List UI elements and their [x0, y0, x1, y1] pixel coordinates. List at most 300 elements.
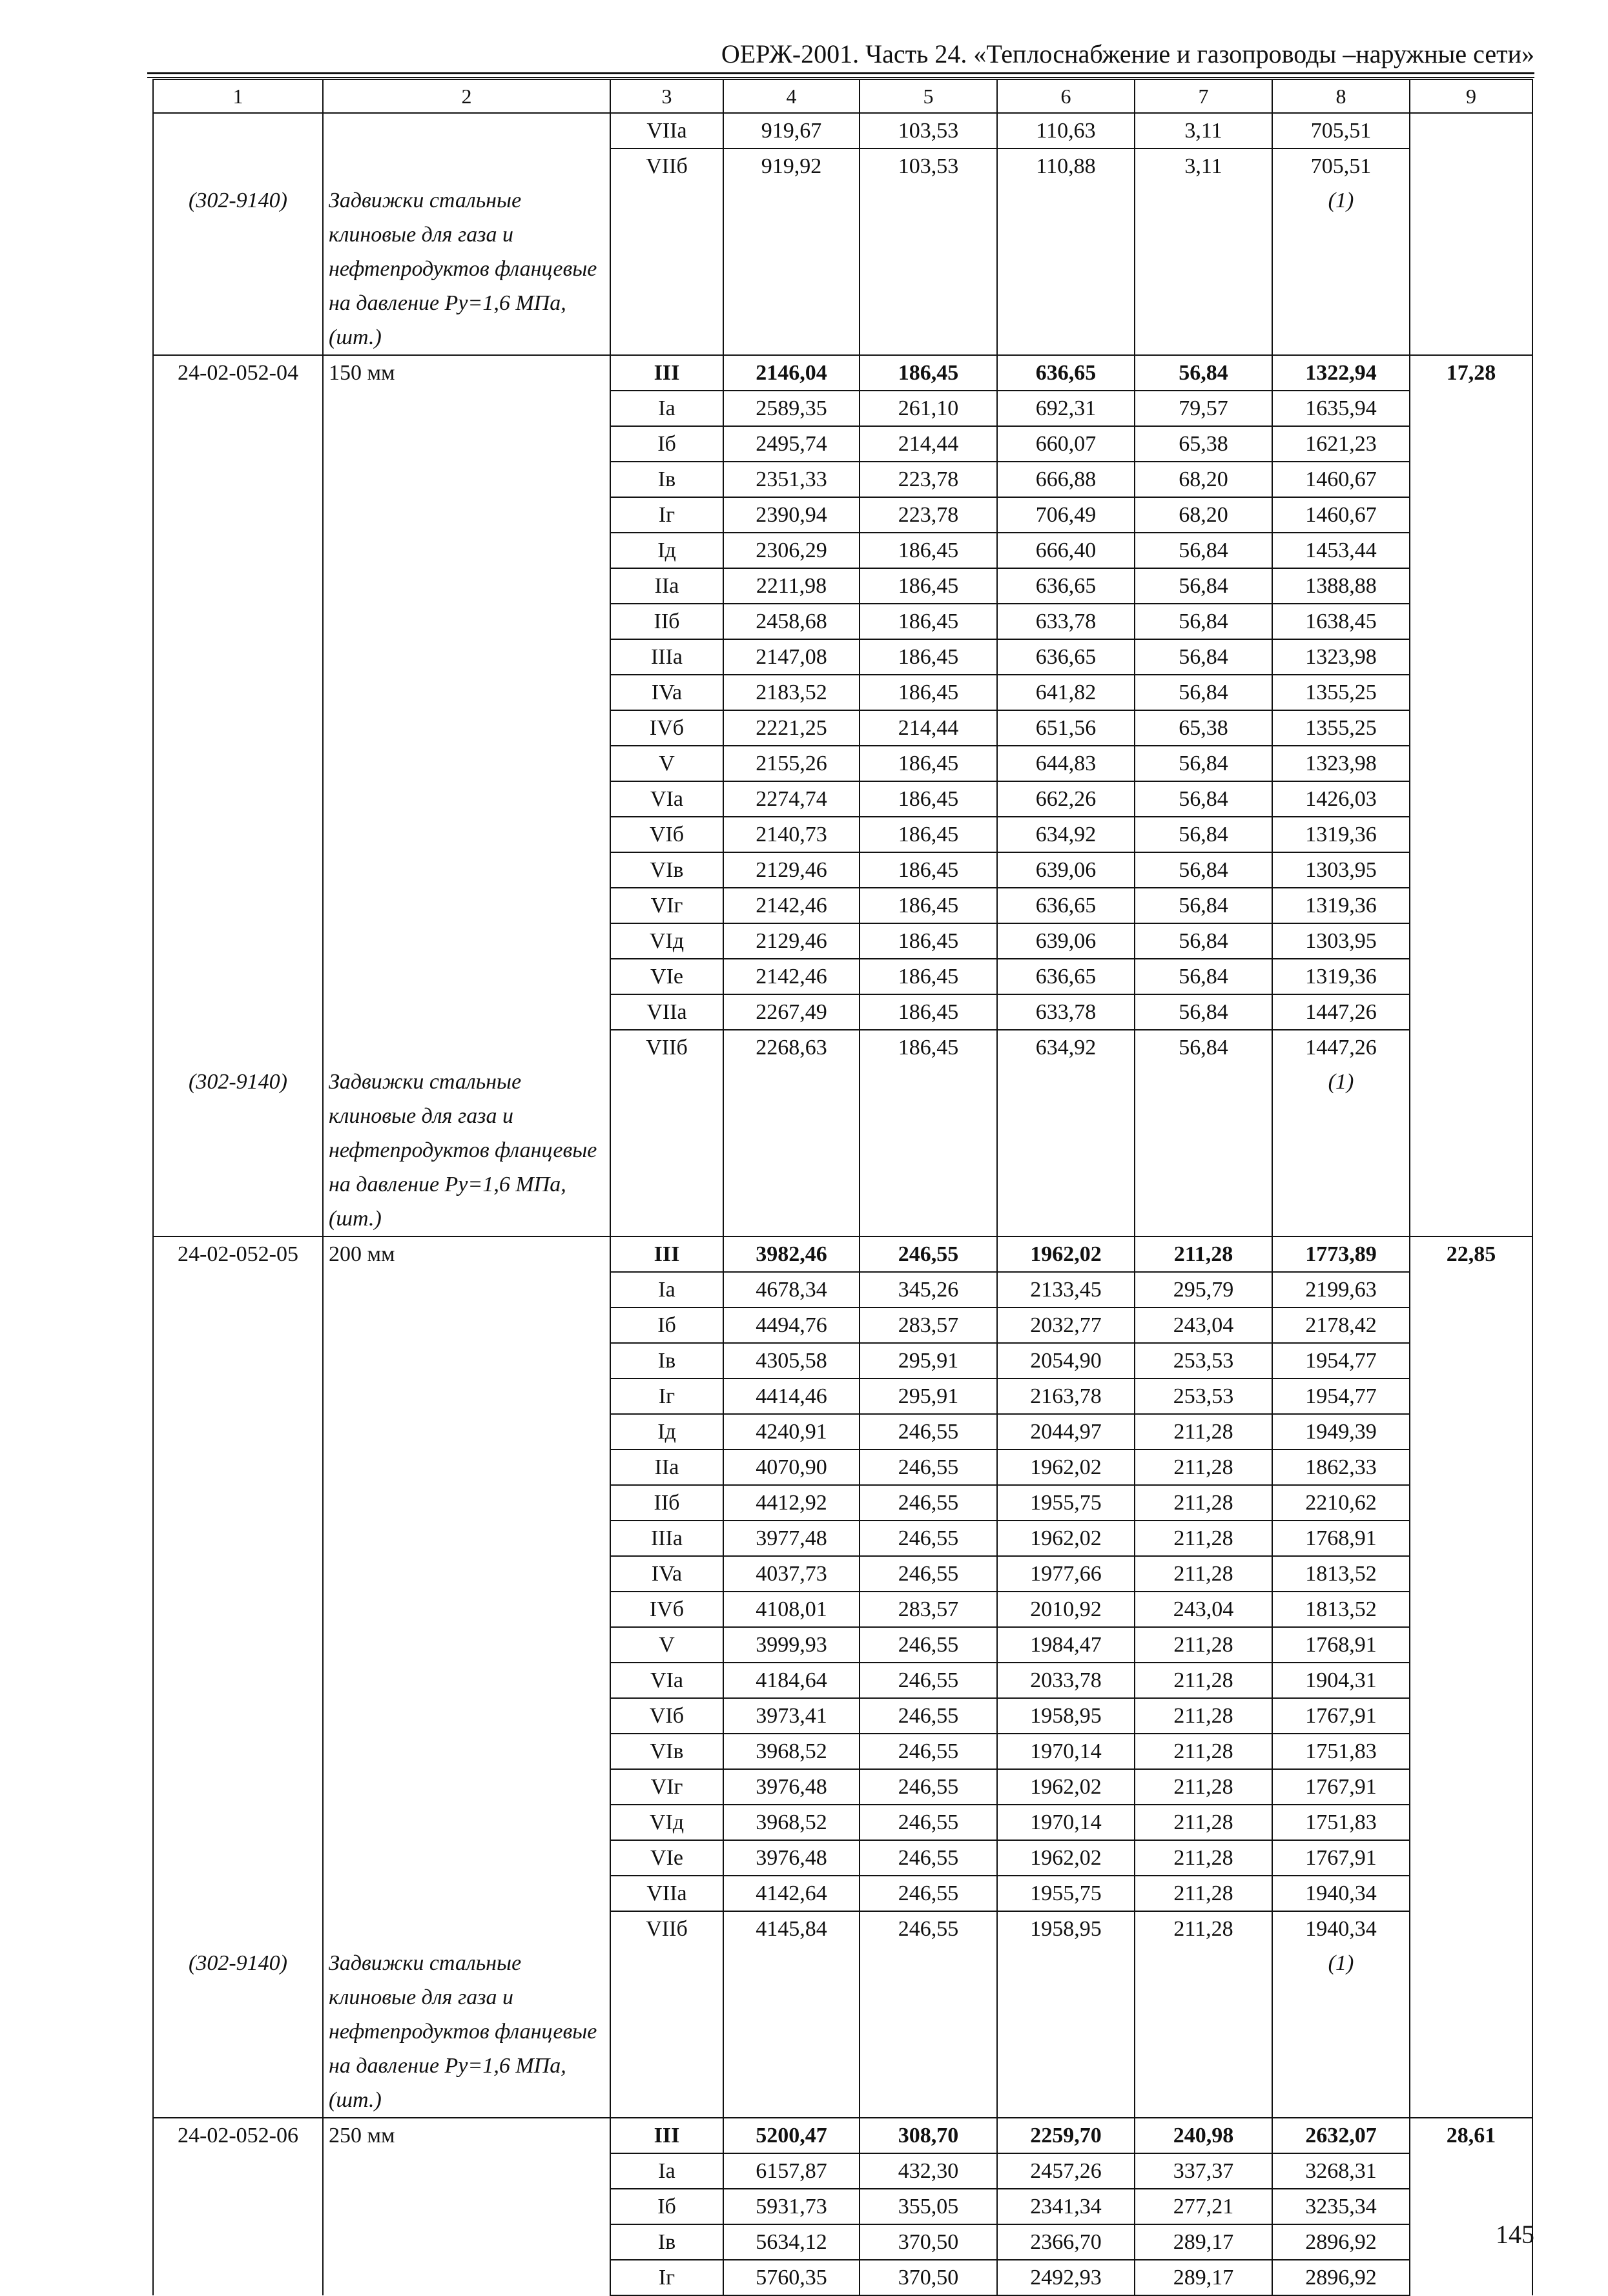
value-col6: 2033,78 — [997, 1663, 1135, 1698]
value-col4: 6157,87 — [723, 2153, 860, 2189]
value-col4: 2390,94 — [723, 497, 860, 533]
value-col7: 56,84 — [1135, 852, 1272, 888]
value-col4: 2129,46 — [723, 923, 860, 959]
region-cell: IVб — [610, 1592, 723, 1627]
value-col5: 283,57 — [860, 1307, 997, 1343]
value-col7: 56,84 — [1135, 888, 1272, 923]
empty-cell — [997, 1946, 1135, 2118]
value-col6: 666,88 — [997, 462, 1135, 497]
value-col8: 1751,83 — [1272, 1805, 1410, 1840]
empty-cell — [153, 113, 323, 183]
header-rule — [147, 72, 1534, 74]
value-col4: 4494,76 — [723, 1307, 860, 1343]
region-cell: VIIб — [610, 1030, 723, 1065]
region-cell: Iб — [610, 2189, 723, 2224]
value-col8: 1319,36 — [1272, 817, 1410, 852]
value-col7: 289,17 — [1135, 2224, 1272, 2260]
value-col7: 211,28 — [1135, 1911, 1272, 1946]
value-col7: 56,84 — [1135, 959, 1272, 994]
value-col4: 5931,73 — [723, 2189, 860, 2224]
value-col4: 4678,34 — [723, 1272, 860, 1307]
value-col7: 211,28 — [1135, 1414, 1272, 1450]
value-col4: 5200,47 — [723, 2118, 860, 2153]
value-col6: 633,78 — [997, 994, 1135, 1030]
value-col7: 56,84 — [1135, 994, 1272, 1030]
value-col7: 3,11 — [1135, 149, 1272, 183]
value-col4: 2142,46 — [723, 888, 860, 923]
column-number: 7 — [1135, 79, 1272, 113]
value-col8: 1460,67 — [1272, 462, 1410, 497]
value-col8: 1768,91 — [1272, 1521, 1410, 1556]
value-col5: 103,53 — [860, 113, 997, 149]
material-description: Задвижки стальные клиновые для газа и нефтепродуктов фланцевые на давление Ру=1,6 МПа, (шт.) — [323, 1946, 610, 2118]
value-col4: 4145,84 — [723, 1911, 860, 1946]
region-cell: Iг — [610, 2260, 723, 2295]
value-col7: 211,28 — [1135, 1840, 1272, 1876]
region-cell: VIIa — [610, 1876, 723, 1911]
value-col7: 211,28 — [1135, 1556, 1272, 1592]
value-col8: 1303,95 — [1272, 923, 1410, 959]
table-row — [153, 113, 1532, 149]
value-col8: 1862,33 — [1272, 1450, 1410, 1485]
value-col5: 246,55 — [860, 1698, 997, 1734]
value-col5: 246,55 — [860, 1734, 997, 1769]
value-col8: 1813,52 — [1272, 1556, 1410, 1592]
value-col7: 211,28 — [1135, 1521, 1272, 1556]
value-col6: 1984,47 — [997, 1627, 1135, 1663]
region-cell: Iб — [610, 426, 723, 462]
value-col7: 211,28 — [1135, 1663, 1272, 1698]
value-col6: 2492,93 — [997, 2260, 1135, 2295]
column-number: 2 — [323, 79, 610, 113]
value-col6: 651,56 — [997, 710, 1135, 746]
value-col6: 2457,26 — [997, 2153, 1135, 2189]
value-col5: 186,45 — [860, 888, 997, 923]
value-col5: 246,55 — [860, 1236, 997, 1272]
value-col5: 223,78 — [860, 462, 997, 497]
region-cell: VIe — [610, 959, 723, 994]
value-col7: 56,84 — [1135, 533, 1272, 568]
value-col4: 3968,52 — [723, 1734, 860, 1769]
value-col7: 243,04 — [1135, 1307, 1272, 1343]
value-col8: 705,51 — [1272, 149, 1410, 183]
value-col8: 2632,07 — [1272, 2118, 1410, 2153]
value-col7: 211,28 — [1135, 1876, 1272, 1911]
value-col6: 634,92 — [997, 1030, 1135, 1065]
value-col6: 2366,70 — [997, 2224, 1135, 2260]
column-number: 8 — [1272, 79, 1410, 113]
value-col6: 2044,97 — [997, 1414, 1135, 1450]
page-header-title: ОЕРЖ-2001. Часть 24. «Теплоснабжение и газопроводы –наружные сети» — [721, 39, 1534, 68]
empty-cell — [610, 183, 723, 355]
value-col8: 1319,36 — [1272, 888, 1410, 923]
value-col8: 1954,77 — [1272, 1343, 1410, 1379]
value-col7: 56,84 — [1135, 923, 1272, 959]
value-col4: 3982,46 — [723, 1236, 860, 1272]
value-col5: 186,45 — [860, 746, 997, 781]
value-col4: 3977,48 — [723, 1521, 860, 1556]
value-col4: 919,67 — [723, 113, 860, 149]
value-col4: 2351,33 — [723, 462, 860, 497]
region-cell: Ia — [610, 2153, 723, 2189]
value-col5: 223,78 — [860, 497, 997, 533]
value-col8: 1447,26 — [1272, 1030, 1410, 1065]
value-col7: 65,38 — [1135, 426, 1272, 462]
value-col5: 214,44 — [860, 426, 997, 462]
region-cell: VIд — [610, 1805, 723, 1840]
value-col8: 1949,39 — [1272, 1414, 1410, 1450]
value-col8: 1638,45 — [1272, 604, 1410, 639]
empty-cell — [723, 1946, 860, 2118]
value-col4: 919,92 — [723, 149, 860, 183]
value-col7: 3,11 — [1135, 113, 1272, 149]
value-col4: 2211,98 — [723, 568, 860, 604]
value-col7: 211,28 — [1135, 1485, 1272, 1521]
value-col5: 246,55 — [860, 1663, 997, 1698]
value-col8: 1768,91 — [1272, 1627, 1410, 1663]
value-col8: 1460,67 — [1272, 497, 1410, 533]
value-col6: 1977,66 — [997, 1556, 1135, 1592]
value-col5: 186,45 — [860, 852, 997, 888]
value-col4: 2458,68 — [723, 604, 860, 639]
value-col4: 3976,48 — [723, 1840, 860, 1876]
region-cell: VIa — [610, 1663, 723, 1698]
value-col5: 186,45 — [860, 568, 997, 604]
value-col4: 3973,41 — [723, 1698, 860, 1734]
column-number: 5 — [860, 79, 997, 113]
value-col5: 186,45 — [860, 781, 997, 817]
value-col7: 211,28 — [1135, 1734, 1272, 1769]
value-col5: 355,05 — [860, 2189, 997, 2224]
region-cell: III — [610, 355, 723, 391]
value-col5: 246,55 — [860, 1414, 997, 1450]
value-col7: 68,20 — [1135, 462, 1272, 497]
region-cell: IIa — [610, 1450, 723, 1485]
region-cell: Iв — [610, 1343, 723, 1379]
empty-cell — [723, 183, 860, 355]
region-cell: Iд — [610, 1414, 723, 1450]
value-col8: 1319,36 — [1272, 959, 1410, 994]
region-cell: IVб — [610, 710, 723, 746]
value-col6: 1962,02 — [997, 1840, 1135, 1876]
region-cell: VIIa — [610, 113, 723, 149]
value-col8: 1767,91 — [1272, 1769, 1410, 1805]
value-col4: 4412,92 — [723, 1485, 860, 1521]
value-col6: 641,82 — [997, 675, 1135, 710]
value-col8: 1323,98 — [1272, 639, 1410, 675]
value-col6: 2259,70 — [997, 2118, 1135, 2153]
value-col6: 706,49 — [997, 497, 1135, 533]
value-col6: 633,78 — [997, 604, 1135, 639]
empty-cell — [1135, 1065, 1272, 1236]
value-col7: 211,28 — [1135, 1627, 1272, 1663]
value-col7: 56,84 — [1135, 639, 1272, 675]
value-col4: 2155,26 — [723, 746, 860, 781]
value-col7: 253,53 — [1135, 1343, 1272, 1379]
value-col8: 2199,63 — [1272, 1272, 1410, 1307]
value-col7: 289,17 — [1135, 2260, 1272, 2295]
value-col6: 1962,02 — [997, 1236, 1135, 1272]
value-col4: 2267,49 — [723, 994, 860, 1030]
page-number: 145 — [1496, 2220, 1534, 2249]
material-code: (302-9140) — [153, 1946, 323, 2118]
value-col6: 660,07 — [997, 426, 1135, 462]
region-cell: VIIa — [610, 994, 723, 1030]
section-col9: 17,28 — [1410, 355, 1532, 1236]
value-col4: 5760,35 — [723, 2260, 860, 2295]
section-name: 150 мм — [323, 355, 610, 1065]
region-cell: IIIa — [610, 639, 723, 675]
value-col8: 2896,92 — [1272, 2260, 1410, 2295]
value-col8: 3268,31 — [1272, 2153, 1410, 2189]
material-code: (302-9140) — [153, 183, 323, 355]
region-cell: IIб — [610, 1485, 723, 1521]
value-col4: 3976,48 — [723, 1769, 860, 1805]
section-code: 24-02-052-06 — [153, 2118, 323, 2295]
value-col5: 186,45 — [860, 639, 997, 675]
empty-cell — [610, 1065, 723, 1236]
value-col7: 56,84 — [1135, 781, 1272, 817]
region-cell: Iв — [610, 2224, 723, 2260]
value-col6: 639,06 — [997, 923, 1135, 959]
value-col7: 295,79 — [1135, 1272, 1272, 1307]
value-col5: 246,55 — [860, 1805, 997, 1840]
region-cell: VIв — [610, 1734, 723, 1769]
value-col8: 1621,23 — [1272, 426, 1410, 462]
value-col7: 211,28 — [1135, 1450, 1272, 1485]
value-col8: 2896,92 — [1272, 2224, 1410, 2260]
empty-cell — [860, 1065, 997, 1236]
value-col6: 636,65 — [997, 959, 1135, 994]
value-col5: 246,55 — [860, 1450, 997, 1485]
region-cell: IIб — [610, 604, 723, 639]
value-col5: 345,26 — [860, 1272, 997, 1307]
table-row-main — [153, 1236, 1532, 1272]
value-col5: 308,70 — [860, 2118, 997, 2153]
value-col7: 240,98 — [1135, 2118, 1272, 2153]
price-table — [152, 79, 1533, 2296]
value-col6: 1958,95 — [997, 1911, 1135, 1946]
value-col8: 1388,88 — [1272, 568, 1410, 604]
value-col5: 246,55 — [860, 1627, 997, 1663]
value-col4: 4414,46 — [723, 1379, 860, 1414]
region-cell: VIг — [610, 1769, 723, 1805]
value-col8: 2178,42 — [1272, 1307, 1410, 1343]
value-col6: 110,88 — [997, 149, 1135, 183]
section-code: 24-02-052-05 — [153, 1236, 323, 1946]
region-cell: Iд — [610, 533, 723, 568]
value-col4: 4184,64 — [723, 1663, 860, 1698]
value-col5: 186,45 — [860, 1030, 997, 1065]
value-col5: 432,30 — [860, 2153, 997, 2189]
value-col6: 636,65 — [997, 355, 1135, 391]
value-col5: 186,45 — [860, 675, 997, 710]
material-quantity: (1) — [1272, 183, 1410, 355]
empty-cell — [997, 183, 1135, 355]
value-col6: 1962,02 — [997, 1450, 1135, 1485]
value-col4: 3999,93 — [723, 1627, 860, 1663]
value-col5: 246,55 — [860, 1911, 997, 1946]
value-col6: 2133,45 — [997, 1272, 1135, 1307]
value-col7: 56,84 — [1135, 1030, 1272, 1065]
empty-cell — [1135, 1946, 1272, 2118]
value-col7: 211,28 — [1135, 1698, 1272, 1734]
value-col6: 2163,78 — [997, 1379, 1135, 1414]
value-col5: 246,55 — [860, 1521, 997, 1556]
value-col8: 1635,94 — [1272, 391, 1410, 426]
region-cell: VIe — [610, 1840, 723, 1876]
value-col7: 253,53 — [1135, 1379, 1272, 1414]
material-description: Задвижки стальные клиновые для газа и нефтепродуктов фланцевые на давление Ру=1,6 МПа, (шт.) — [323, 183, 610, 355]
region-cell: VIб — [610, 817, 723, 852]
value-col5: 246,55 — [860, 1485, 997, 1521]
value-col7: 211,28 — [1135, 1769, 1272, 1805]
value-col8: 1940,34 — [1272, 1911, 1410, 1946]
value-col4: 2183,52 — [723, 675, 860, 710]
value-col4: 2306,29 — [723, 533, 860, 568]
value-col5: 295,91 — [860, 1379, 997, 1414]
region-cell: III — [610, 2118, 723, 2153]
value-col6: 1955,75 — [997, 1485, 1135, 1521]
region-cell: VIIб — [610, 149, 723, 183]
region-cell: V — [610, 746, 723, 781]
region-cell: VIa — [610, 781, 723, 817]
value-col6: 636,65 — [997, 888, 1135, 923]
value-col4: 2268,63 — [723, 1030, 860, 1065]
value-col4: 4142,64 — [723, 1876, 860, 1911]
value-col5: 246,55 — [860, 1556, 997, 1592]
value-col4: 2142,46 — [723, 959, 860, 994]
column-number: 3 — [610, 79, 723, 113]
region-cell: VIб — [610, 1698, 723, 1734]
value-col6: 1970,14 — [997, 1805, 1135, 1840]
value-col8: 1773,89 — [1272, 1236, 1410, 1272]
value-col6: 1958,95 — [997, 1698, 1135, 1734]
value-col6: 1970,14 — [997, 1734, 1135, 1769]
value-col7: 56,84 — [1135, 568, 1272, 604]
table-row-main — [153, 355, 1532, 391]
value-col8: 1426,03 — [1272, 781, 1410, 817]
value-col5: 246,55 — [860, 1769, 997, 1805]
region-cell: Iв — [610, 462, 723, 497]
value-col4: 4240,91 — [723, 1414, 860, 1450]
region-cell: Iг — [610, 1379, 723, 1414]
value-col4: 4305,58 — [723, 1343, 860, 1379]
value-col7: 68,20 — [1135, 497, 1272, 533]
header-rule-thin — [147, 77, 1534, 78]
value-col4: 2129,46 — [723, 852, 860, 888]
region-cell: V — [610, 1627, 723, 1663]
column-number-row — [153, 79, 1532, 113]
value-col8: 2210,62 — [1272, 1485, 1410, 1521]
value-col7: 211,28 — [1135, 1805, 1272, 1840]
value-col6: 644,83 — [997, 746, 1135, 781]
value-col7: 56,84 — [1135, 675, 1272, 710]
column-number: 9 — [1410, 79, 1532, 113]
value-col5: 186,45 — [860, 994, 997, 1030]
value-col8: 1767,91 — [1272, 1698, 1410, 1734]
value-col5: 186,45 — [860, 533, 997, 568]
empty-cell — [610, 1946, 723, 2118]
value-col4: 2221,25 — [723, 710, 860, 746]
value-col7: 243,04 — [1135, 1592, 1272, 1627]
region-cell: VIв — [610, 852, 723, 888]
empty-cell — [323, 113, 610, 183]
value-col5: 283,57 — [860, 1592, 997, 1627]
value-col7: 65,38 — [1135, 710, 1272, 746]
value-col4: 2140,73 — [723, 817, 860, 852]
value-col6: 1955,75 — [997, 1876, 1135, 1911]
value-col7: 56,84 — [1135, 355, 1272, 391]
value-col6: 639,06 — [997, 852, 1135, 888]
value-col8: 1447,26 — [1272, 994, 1410, 1030]
value-col8: 1904,31 — [1272, 1663, 1410, 1698]
value-col7: 277,21 — [1135, 2189, 1272, 2224]
region-cell: IVa — [610, 675, 723, 710]
value-col7: 211,28 — [1135, 1236, 1272, 1272]
value-col8: 1322,94 — [1272, 355, 1410, 391]
value-col6: 692,31 — [997, 391, 1135, 426]
region-cell: VIг — [610, 888, 723, 923]
region-cell: Ia — [610, 1272, 723, 1307]
value-col4: 4037,73 — [723, 1556, 860, 1592]
value-col5: 186,45 — [860, 355, 997, 391]
empty-cell — [997, 1065, 1135, 1236]
value-col4: 2589,35 — [723, 391, 860, 426]
material-row — [153, 1946, 1532, 2118]
value-col5: 246,55 — [860, 1840, 997, 1876]
material-code: (302-9140) — [153, 1065, 323, 1236]
value-col5: 370,50 — [860, 2224, 997, 2260]
value-col8: 1751,83 — [1272, 1734, 1410, 1769]
region-cell: VIIб — [610, 1911, 723, 1946]
value-col5: 186,45 — [860, 923, 997, 959]
value-col4: 2146,04 — [723, 355, 860, 391]
region-cell: Iг — [610, 497, 723, 533]
region-cell: Iб — [610, 1307, 723, 1343]
value-col7: 337,37 — [1135, 2153, 1272, 2189]
value-col8: 1940,34 — [1272, 1876, 1410, 1911]
region-cell: III — [610, 1236, 723, 1272]
value-col7: 56,84 — [1135, 604, 1272, 639]
value-col5: 261,10 — [860, 391, 997, 426]
value-col6: 634,92 — [997, 817, 1135, 852]
value-col8: 1954,77 — [1272, 1379, 1410, 1414]
value-col5: 186,45 — [860, 959, 997, 994]
value-col6: 636,65 — [997, 568, 1135, 604]
empty-cell — [1135, 183, 1272, 355]
value-col6: 2010,92 — [997, 1592, 1135, 1627]
material-row — [153, 1065, 1532, 1236]
region-cell: IIIa — [610, 1521, 723, 1556]
empty-cell — [860, 183, 997, 355]
section-name: 200 мм — [323, 1236, 610, 1946]
value-col6: 666,40 — [997, 533, 1135, 568]
value-col8: 3235,34 — [1272, 2189, 1410, 2224]
region-cell: IIa — [610, 568, 723, 604]
value-col6: 2054,90 — [997, 1343, 1135, 1379]
value-col6: 1962,02 — [997, 1769, 1135, 1805]
value-col4: 2495,74 — [723, 426, 860, 462]
column-number: 6 — [997, 79, 1135, 113]
column-number: 1 — [153, 79, 323, 113]
value-col5: 246,55 — [860, 1876, 997, 1911]
region-cell: IVa — [610, 1556, 723, 1592]
value-col8: 1767,91 — [1272, 1840, 1410, 1876]
table-row-main — [153, 2118, 1532, 2153]
section-name: 250 мм — [323, 2118, 610, 2295]
value-col8: 1355,25 — [1272, 675, 1410, 710]
